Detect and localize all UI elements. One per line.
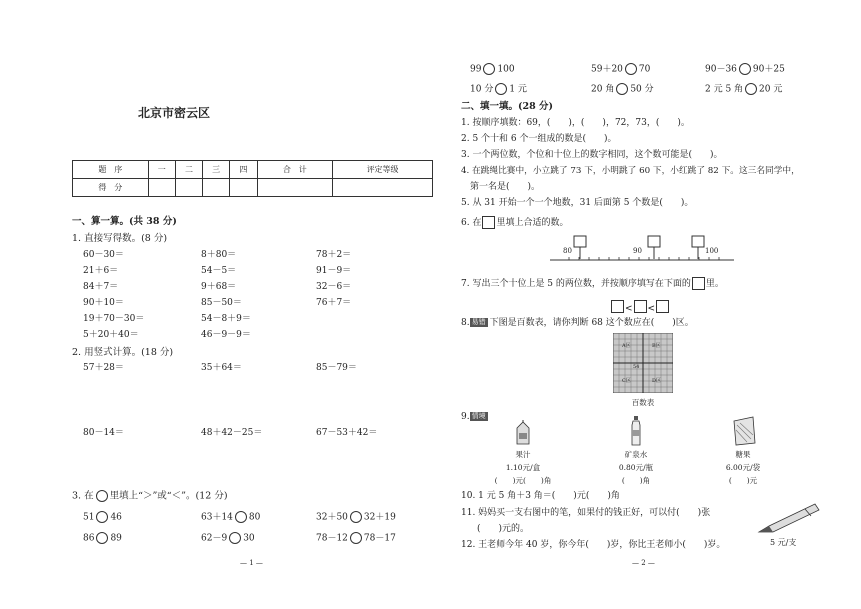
compare-left: 20 角 xyxy=(591,84,615,95)
vertical-calc-item: 35＋64＝ xyxy=(201,363,242,373)
calc-item: 90＋10＝ xyxy=(83,298,124,308)
q3-label-b: 里填上“＞”或“＜”。(12 分) xyxy=(109,490,228,502)
compare-circle[interactable] xyxy=(745,83,757,95)
fill-question: 1. 按顺序填数：69，( )，( )，72，73，( )。 xyxy=(461,118,690,128)
calc-item: 60－30＝ xyxy=(83,250,124,260)
juice-box-icon xyxy=(513,420,533,446)
page-number: — 1 — xyxy=(240,559,263,567)
score-header-cell: 合 计 xyxy=(257,161,333,179)
square-blank-icon xyxy=(692,277,705,290)
item-name: 糖果 xyxy=(735,450,751,459)
score-cell[interactable] xyxy=(148,179,175,197)
vertical-calc-item: 80－14＝ xyxy=(83,428,124,438)
compare-right: 78－17 xyxy=(363,533,396,544)
calc-item: 78＋2＝ xyxy=(316,250,352,260)
calc-item: 21＋6＝ xyxy=(83,266,119,276)
fill-question xyxy=(461,216,568,229)
compare-right: 1 元 xyxy=(509,84,527,95)
compare-left: 86 xyxy=(83,533,95,544)
fill-question: 8. 易错 下图是百数表，请你判断 68 这个数应在( )区。 xyxy=(461,318,694,328)
q9-number: 9. xyxy=(461,412,470,422)
compare-item xyxy=(591,83,654,96)
compare-left: 2 元 5 角 xyxy=(705,84,744,95)
zone-label: A区 xyxy=(622,343,631,349)
calc-item: 9＋68＝ xyxy=(201,282,237,292)
section2-heading: 二、填一填。(28 分) xyxy=(461,101,554,112)
score-table xyxy=(72,160,433,197)
numline-labels xyxy=(548,232,738,266)
pen-price: 5 元/支 xyxy=(770,538,797,547)
calc-item: 32－6＝ xyxy=(316,282,352,292)
compare-right: 20 元 xyxy=(759,84,783,95)
zone-label: D区 xyxy=(652,378,662,384)
compare-circle[interactable] xyxy=(350,511,362,523)
compare-item xyxy=(705,63,785,76)
item-price: 1.10元/盒 xyxy=(505,463,541,472)
candy-bag-icon xyxy=(731,415,757,447)
compare-left: 10 分 xyxy=(470,84,494,95)
hundred-chart-caption: 百数表 xyxy=(631,398,655,407)
compare-left: 99 xyxy=(470,64,482,75)
fill-question: 2. 5 个十和 6 个一组成的数是( )。 xyxy=(461,134,617,144)
compare-circle[interactable] xyxy=(96,532,108,544)
q7-label-a: 7. 写出三个十位上是 5 的两位数，并按顺序填写在下面的 xyxy=(461,279,691,289)
fill-question: 4. 在跳绳比赛中，小立跳了 73 下，小明跳了 60 下，小红跳了 82 下。这三名同学中， xyxy=(461,166,800,176)
vertical-calc-item: 67－53＋42＝ xyxy=(316,428,378,438)
calc-item: 84＋7＝ xyxy=(83,282,119,292)
calc-item: 5＋20＋40＝ xyxy=(83,330,139,340)
score-header-cell: 二 xyxy=(175,161,202,179)
fill-question: 10. 1 元 5 角＋3 角＝( )元( )角 xyxy=(461,491,620,501)
q1-label: 1. 直接写得数。(8 分) xyxy=(72,233,168,244)
compare-circle[interactable] xyxy=(96,511,108,523)
compare-circle[interactable] xyxy=(739,63,751,75)
q3-label-a: 3. 在 xyxy=(72,490,94,502)
context-tag: 情境 xyxy=(471,412,486,420)
circle-blank-icon xyxy=(96,490,108,502)
compare-circle[interactable] xyxy=(229,532,241,544)
score-cell[interactable] xyxy=(203,179,230,197)
compare-circle[interactable] xyxy=(350,532,362,544)
compare-circle[interactable] xyxy=(235,511,247,523)
score-header-cell: 评定等级 xyxy=(333,161,433,179)
fill-question: 5. 从 31 开始一个一个地数，31 后面第 5 个数是( )。 xyxy=(461,198,694,208)
calc-item: 19＋70－30＝ xyxy=(83,314,145,324)
water-bottle-icon xyxy=(629,416,643,446)
compare-left: 32＋50 xyxy=(316,512,348,523)
compare-right: 70 xyxy=(638,64,651,75)
compare-right: 100 xyxy=(497,64,515,75)
score-cell[interactable] xyxy=(257,179,333,197)
section1-heading: 一、算一算。(共 38 分) xyxy=(72,216,177,227)
q6-label-a: 6. 在 xyxy=(461,218,482,228)
score-cell[interactable] xyxy=(175,179,202,197)
compare-left: 51 xyxy=(83,512,95,523)
numline-label: 80 xyxy=(563,247,572,255)
fill-question: 11. 妈妈买一支右图中的笔，如果付的钱正好，可以付( )张 xyxy=(461,508,711,518)
vertical-calc-item: 57＋28＝ xyxy=(83,363,124,373)
compare-left: 90－36 xyxy=(705,64,737,75)
order-boxes xyxy=(610,296,670,315)
item-name: 矿泉水 xyxy=(624,450,648,459)
compare-circle[interactable] xyxy=(625,63,637,75)
q8-text: 下图是百数表，请你判断 68 这个数应在( )区。 xyxy=(489,318,694,328)
compare-left: 59＋20 xyxy=(591,64,623,75)
compare-item xyxy=(470,63,515,76)
score-header-cell: 四 xyxy=(230,161,257,179)
compare-left: 63＋14 xyxy=(201,512,233,523)
score-header-cell: 三 xyxy=(203,161,230,179)
compare-left: 78－12 xyxy=(316,533,348,544)
item-blank[interactable]: ( )角 xyxy=(621,476,651,485)
square-blank-icon xyxy=(482,216,495,229)
answer-box[interactable] xyxy=(611,300,624,313)
fill-question-cont: ( )元的。 xyxy=(477,524,530,534)
compare-item xyxy=(201,511,260,524)
fill-question-cont: 第一名是( )。 xyxy=(470,182,541,192)
numline-label: 100 xyxy=(705,247,719,255)
compare-item xyxy=(316,511,396,524)
compare-right: 32＋19 xyxy=(363,512,396,523)
compare-item xyxy=(201,532,255,545)
item-price: 0.80元/瓶 xyxy=(618,463,654,472)
calc-item: 54－8＋9＝ xyxy=(201,314,251,324)
score-cell[interactable] xyxy=(230,179,257,197)
less-than-icon: < xyxy=(647,304,656,314)
zone-label: C区 xyxy=(622,378,631,384)
item-name: 果汁 xyxy=(515,450,531,459)
calc-item: 54－5＝ xyxy=(201,266,237,276)
compare-right: 30 xyxy=(243,533,255,544)
zone-label: B区 xyxy=(652,343,661,349)
calc-item: 85－50＝ xyxy=(201,298,242,308)
compare-circle[interactable] xyxy=(483,63,495,75)
page-title: 北京市密云区 xyxy=(138,106,211,120)
calc-item: 76＋7＝ xyxy=(316,298,352,308)
compare-item xyxy=(591,63,650,76)
pen-icon xyxy=(755,500,825,536)
error-prone-tag: 易错 xyxy=(471,318,486,326)
compare-item xyxy=(83,532,122,545)
compare-right: 89 xyxy=(110,533,122,544)
fill-question xyxy=(461,277,724,290)
compare-circle[interactable] xyxy=(495,83,507,95)
calc-item: 91－9＝ xyxy=(316,266,352,276)
compare-left: 62－9 xyxy=(201,533,228,544)
q6-label-b: 里填上合适的数。 xyxy=(496,218,569,228)
score-row-label: 得 分 xyxy=(73,179,149,197)
score-cell[interactable] xyxy=(333,179,433,197)
compare-item xyxy=(470,83,527,96)
hundred-chart-labels xyxy=(613,333,673,393)
answer-box[interactable] xyxy=(634,300,647,313)
compare-circle[interactable] xyxy=(616,83,628,95)
compare-item xyxy=(83,511,122,524)
item-blank[interactable]: ( )元 xyxy=(728,476,758,485)
fill-question: 3. 一个两位数，个位和十位上的数字相同，这个数可能是( )。 xyxy=(461,150,723,160)
q7-label-b: 里。 xyxy=(705,279,724,289)
q2-label: 2. 用竖式计算。(18 分) xyxy=(72,347,174,358)
fill-question: 12. 王老师今年 40 岁，你今年( )岁，你比王老师小( )岁。 xyxy=(461,540,726,550)
answer-box[interactable] xyxy=(656,300,669,313)
numline-label: 90 xyxy=(633,247,642,255)
vertical-calc-item: 85－79＝ xyxy=(316,363,357,373)
score-header-cell: 题 序 xyxy=(73,161,149,179)
q9-label xyxy=(461,412,490,423)
vertical-calc-item: 48＋42－25＝ xyxy=(201,428,263,438)
page-number: — 2 — xyxy=(632,559,655,567)
score-header-cell: 一 xyxy=(148,161,175,179)
less-than-icon: < xyxy=(625,304,633,314)
compare-right: 90＋25 xyxy=(752,64,785,75)
item-blank[interactable]: ( )元( )角 xyxy=(494,476,552,485)
compare-right: 46 xyxy=(110,512,122,523)
compare-item xyxy=(705,83,782,96)
calc-item: 46－9－9＝ xyxy=(201,330,251,340)
chart-number: 54 xyxy=(633,364,640,370)
compare-right: 80 xyxy=(248,512,261,523)
compare-right: 50 分 xyxy=(630,84,654,95)
compare-item xyxy=(316,532,396,545)
calc-item: 8＋80＝ xyxy=(201,250,237,260)
item-price: 6.00元/袋 xyxy=(725,463,761,472)
q3-label xyxy=(72,490,228,503)
